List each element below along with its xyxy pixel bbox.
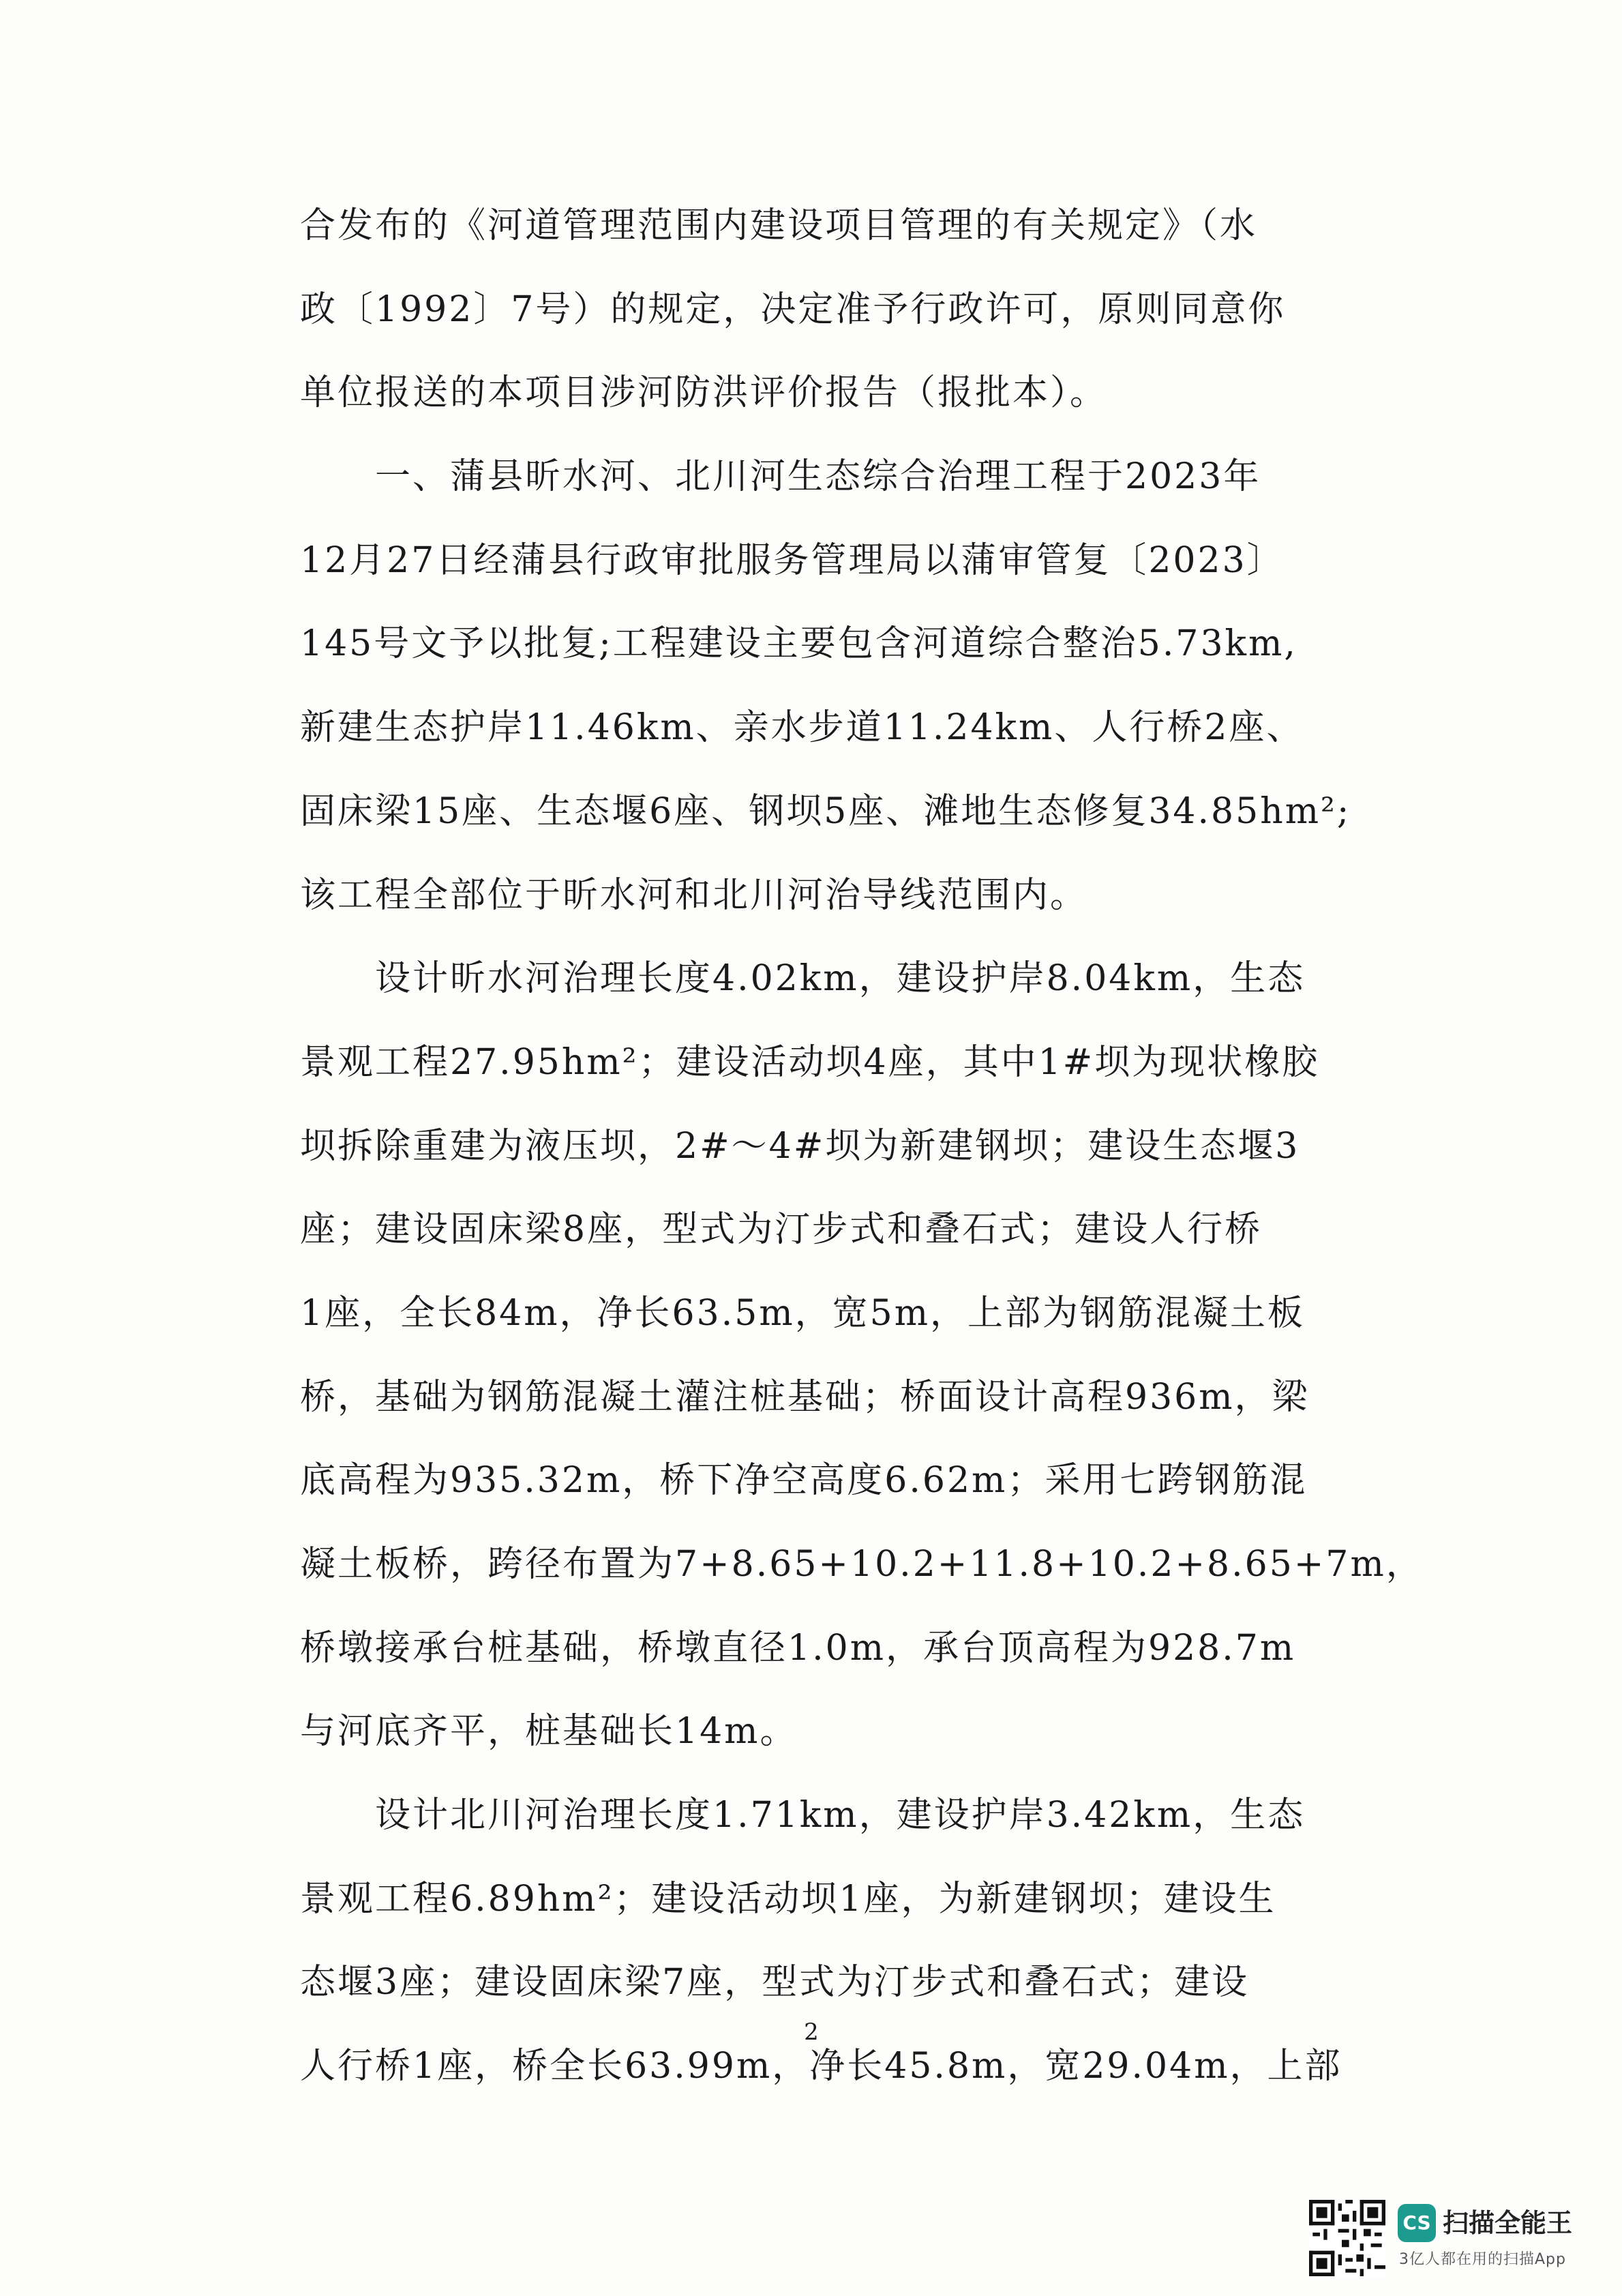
text-line: 与河底齐平，桩基础长14m。 [300, 1711, 798, 1753]
text-line: 态堰3座；建设固床梁7座，型式为汀步式和叠石式；建设 [300, 1962, 1250, 2003]
qr-code-icon [1309, 2200, 1385, 2276]
text-line: 人行桥1座，桥全长63.99m，净长45.8m，宽29.04m，上部 [300, 2046, 1342, 2087]
text-line: 单位报送的本项目涉河防洪评价报告（报批本）。 [300, 372, 1108, 414]
paragraph-start-line: 设计北川河治理长度1.71km，建设护岸3.42km，生态 [375, 1795, 1306, 1836]
text-line: 新建生态护岸11.46km、亲水步道11.24km、人行桥2座、 [300, 707, 1304, 749]
paragraph-start-line: 一、蒲县昕水河、北川河生态综合治理工程于2023年 [375, 456, 1261, 498]
text-line: 景观工程6.89hm²；建设活动坝1座，为新建钢坝；建设生 [300, 1878, 1276, 1920]
watermark-tagline: 3亿人都在用的扫描App [1399, 2251, 1566, 2268]
text-line: 坝拆除重建为液压坝，2#～4#坝为新建钢坝；建设生态堰3 [300, 1125, 1300, 1167]
camscanner-logo-icon: CS [1398, 2204, 1436, 2242]
text-line: 1座，全长84m，净长63.5m，宽5m，上部为钢筋混凝土板 [300, 1292, 1306, 1334]
watermark-brand: 扫描全能王 [1443, 2208, 1573, 2238]
text-line: 凝土板桥，跨径布置为7+8.65+10.2+11.8+10.2+8.65+7m， [300, 1544, 1424, 1585]
text-line: 固床梁15座、生态堰6座、钢坝5座、滩地生态修复34.85hm²; [300, 790, 1351, 832]
body-text [300, 184, 1424, 2108]
text-line: 145号文予以批复;工程建设主要包含河道综合整治5.73km, [300, 623, 1297, 665]
paragraph-start-line: 设计昕水河治理长度4.02km，建设护岸8.04km，生态 [375, 958, 1306, 1000]
page-number: 2 [804, 2018, 819, 2046]
text-line: 桥墩接承台桩基础，桥墩直径1.0m，承台顶高程为928.7m [300, 1627, 1296, 1669]
text-line: 合发布的《河道管理范围内建设项目管理的有关规定》（水 [300, 205, 1258, 246]
text-line: 桥，基础为钢筋混凝土灌注桩基础；桥面设计高程936m，梁 [300, 1376, 1310, 1418]
text-line: 景观工程27.95hm²；建设活动坝4座，其中1#坝为现状橡胶 [300, 1041, 1320, 1083]
text-line: 座；建设固床梁8座，型式为汀步式和叠石式；建设人行桥 [300, 1209, 1263, 1251]
text-line: 底高程为935.32m，桥下净空高度6.62m；采用七跨钢筋混 [300, 1460, 1308, 1502]
text-line: 该工程全部位于昕水河和北川河治导线范围内。 [300, 874, 1088, 916]
text-line: 12月27日经蒲县行政审批服务管理局以蒲审管复〔2023〕 [300, 539, 1285, 581]
text-line: 政〔1992〕7号）的规定，决定准予行政许可，原则同意你 [300, 288, 1286, 330]
scanner-watermark [1309, 2194, 1595, 2283]
